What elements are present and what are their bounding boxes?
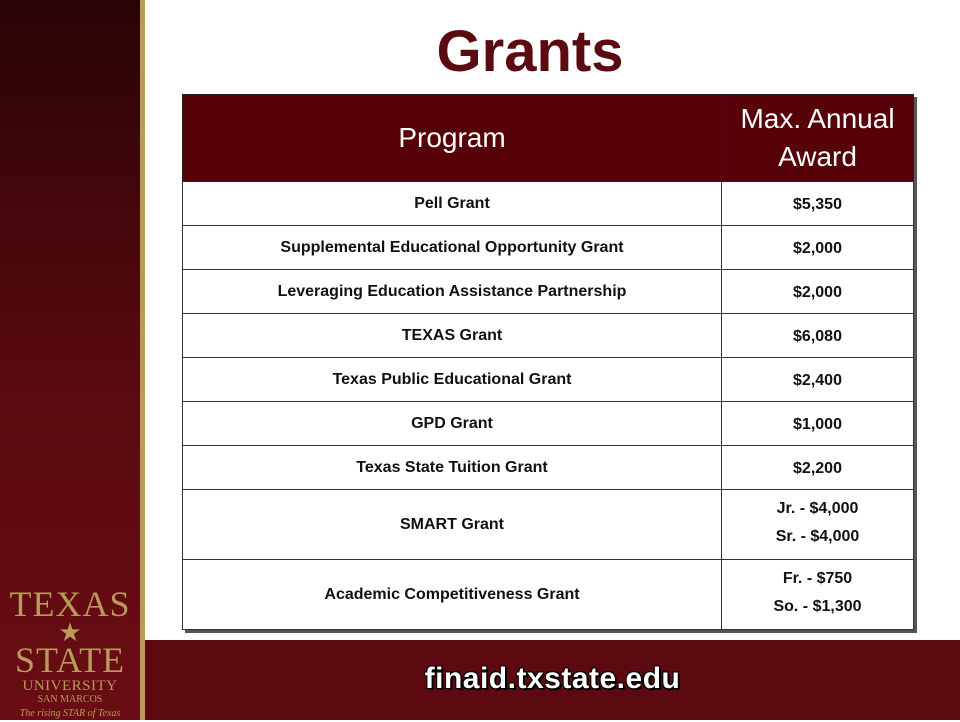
table-row [183, 270, 914, 314]
award-value: $2,200 [793, 460, 842, 477]
table-header-row [183, 95, 914, 182]
award-value: $2,000 [793, 284, 842, 301]
program-cell: TEXAS Grant [183, 314, 722, 358]
award-value: Sr. - $4,000 [775, 528, 860, 545]
program-cell: GPD Grant [183, 402, 722, 446]
award-cell [722, 560, 914, 630]
award-value: $2,000 [793, 240, 842, 257]
award-cell [722, 446, 914, 490]
award-value: $6,080 [793, 328, 842, 345]
program-cell: Supplemental Educational Opportunity Grant [183, 226, 722, 270]
award-value: $1,000 [793, 416, 842, 433]
award-cell [722, 490, 914, 560]
table-row [183, 182, 914, 226]
page-title: Grants [436, 19, 624, 84]
program-cell: Pell Grant [183, 182, 722, 226]
program-cell: Academic Competitiveness Grant [183, 560, 722, 630]
table-row [183, 358, 914, 402]
header-program: Program [183, 95, 722, 182]
footer-url-link[interactable]: finaid.txstate.edu [424, 662, 681, 695]
logo-text-state: STATE [14, 640, 126, 680]
table-row [183, 446, 914, 490]
gold-divider [140, 0, 145, 720]
award-value: So. - $1,300 [773, 598, 862, 615]
program-cell: Leveraging Education Assistance Partnership [183, 270, 722, 314]
logo-tagline: The rising STAR of Texas [19, 708, 121, 719]
award-value: Fr. - $750 [782, 570, 853, 587]
logo-text-campus: SAN MARCOS [37, 694, 103, 705]
header-max-award: Max. Annual Award [722, 95, 914, 182]
table-row [183, 560, 914, 630]
university-logo [6, 586, 134, 722]
table-row [183, 490, 914, 560]
table-row [183, 314, 914, 358]
award-cell [722, 402, 914, 446]
award-cell [722, 182, 914, 226]
award-cell [722, 270, 914, 314]
table-row [183, 226, 914, 270]
logo-text-texas: TEXAS [9, 584, 131, 624]
award-cell [722, 226, 914, 270]
star-icon: ★ [58, 617, 82, 647]
logo-text-university: UNIVERSITY [22, 678, 118, 694]
award-value: $2,400 [793, 372, 842, 389]
program-cell: SMART Grant [183, 490, 722, 560]
award-value: Jr. - $4,000 [776, 500, 859, 517]
program-cell: Texas State Tuition Grant [183, 446, 722, 490]
award-cell [722, 314, 914, 358]
award-value: $5,350 [793, 196, 842, 213]
program-cell: Texas Public Educational Grant [183, 358, 722, 402]
table-row [183, 402, 914, 446]
award-cell [722, 358, 914, 402]
grants-table [182, 94, 914, 630]
